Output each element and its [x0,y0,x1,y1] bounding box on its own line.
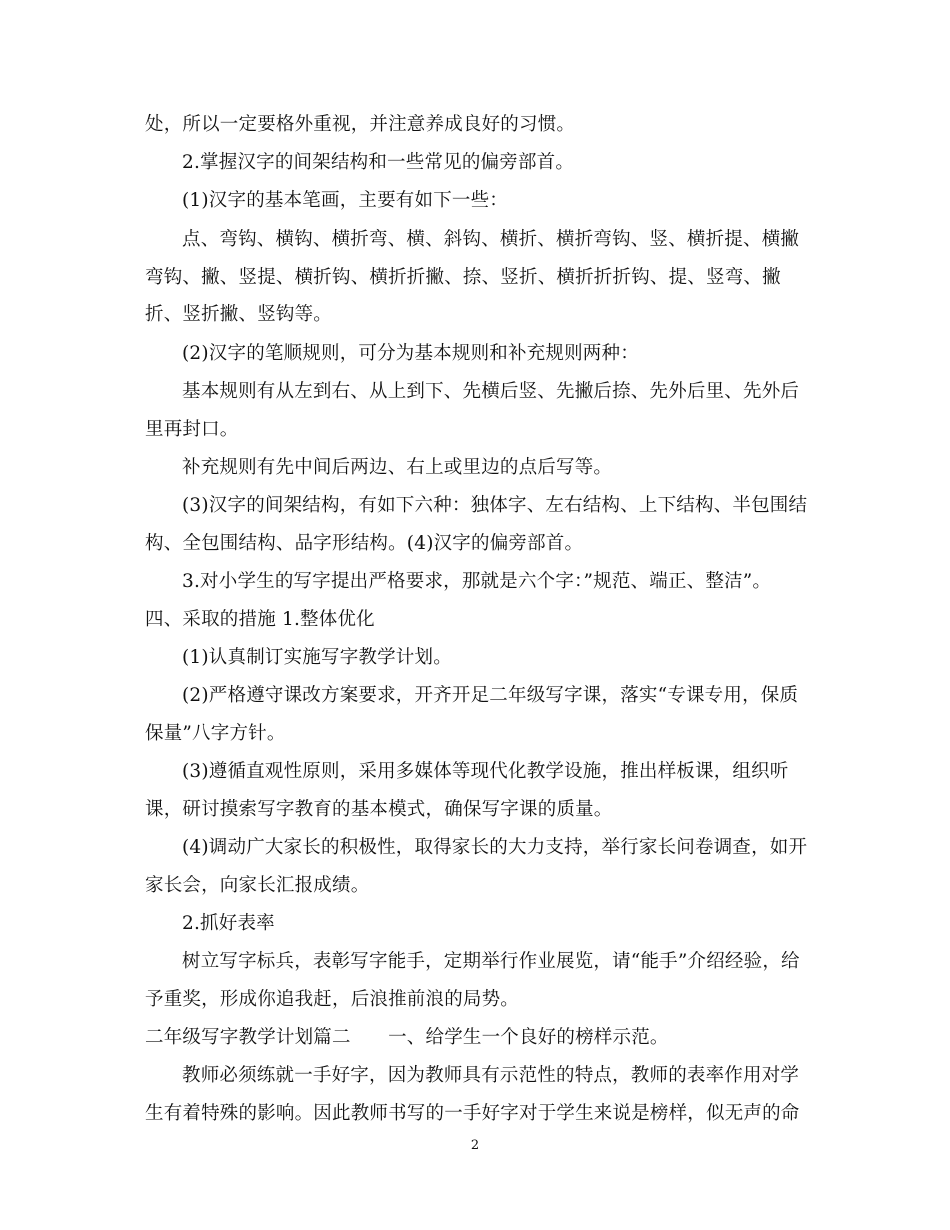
text-line: 里再封口。 [145,419,239,440]
text-line: (4)调动广大家长的积极性，取得家长的大力支持，举行家长问卷调查，如开 [182,837,808,858]
text-line: 折、竖折撇、竖钩等。 [145,304,333,325]
text-line: 课，研讨摸索写字教育的基本模式，确保写字课的质量。 [145,799,613,820]
text-line: 教师必须练就一手好字，因为教师具有示范性的特点，教师的表率作用对学 [182,1065,800,1086]
section-heading: 二年级写字教学计划篇二 一、给学生一个良好的榜样示范。 [145,1027,669,1048]
text-line: (3)汉字的间架结构，有如下六种：独体字、左右结构、上下结构、半包围结 [182,495,808,516]
text-line: 2.抓好表率 [182,913,275,934]
page-number: 2 [470,1138,480,1153]
text-line: 予重奖，形成你追我赶，后浪推前浪的局势。 [145,989,520,1010]
text-line: (2)严格遵守课改方案要求，开齐开足二年级写字课，落实“专课专用，保质 [182,685,799,706]
text-line: 处，所以一定要格外重视，并注意养成良好的习惯。 [145,114,576,135]
text-line: 保量”八字方针。 [145,723,286,744]
text-line: 基本规则有从左到右、从上到下、先横后竖、先撇后捺、先外后里、先外后 [182,381,800,402]
text-line: 家长会，向家长汇报成绩。 [145,875,370,896]
text-line: (3)遵循直观性原则，采用多媒体等现代化教学设施，推出样板课，组织听 [182,761,789,782]
text-line: (1)认真制订实施写字教学计划。 [182,647,452,668]
text-line: 弯钩、撇、竖提、横折钩、横折折撇、捺、竖折、横折折折钩、提、竖弯、撇 [145,267,781,288]
text-line: (2)汉字的笔顺规则，可分为基本规则和补充规则两种： [182,343,639,364]
text-line: 3.对小学生的写字提出严格要求，那就是六个字：”规范、端正、整洁”。 [182,571,772,592]
section-heading: 四、采取的措施 1.整体优化 [145,609,375,630]
text-line: 补充规则有先中间后两边、右上或里边的点后写等。 [182,457,613,478]
text-line: 构、全包围结构、品字形结构。(4)汉字的偏旁部首。 [145,533,584,554]
text-line: 生有着特殊的影响。因此教师书写的一手好字对于学生来说是榜样，似无声的命 [145,1103,800,1124]
text-line: 树立写字标兵，表彰写字能手，定期举行作业展览，请“能手”介绍经验，给 [182,951,800,972]
text-line: (1)汉字的基本笔画，主要有如下一些： [182,190,509,211]
text-line: 2.掌握汉字的间架结构和一些常见的偏旁部首。 [182,152,575,173]
text-line: 点、弯钩、横钩、横折弯、横、斜钩、横折、横折弯钩、竖、横折提、横撇 [182,229,800,250]
